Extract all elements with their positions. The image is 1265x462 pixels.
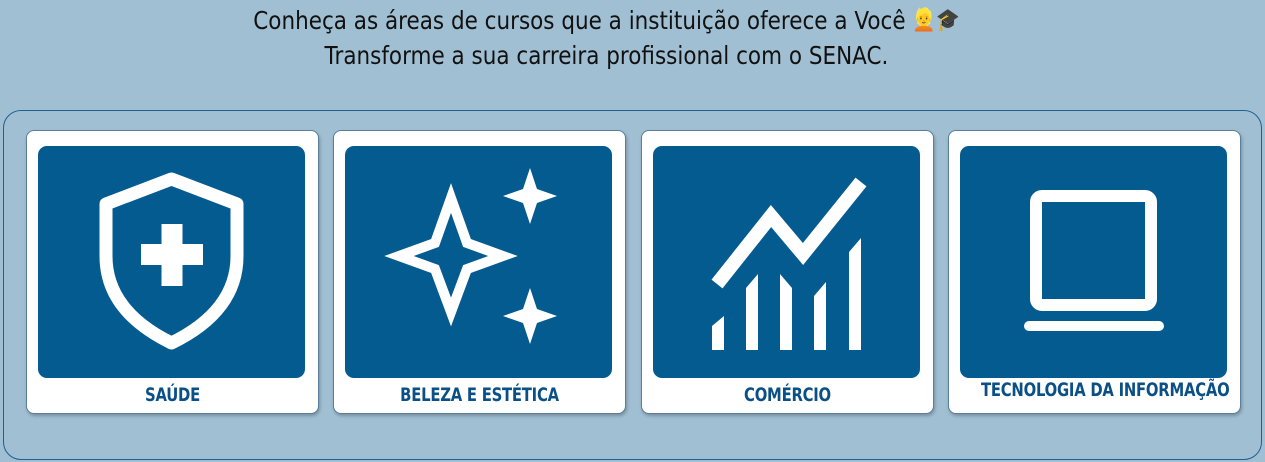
area-card-label: COMÉRCIO bbox=[744, 384, 831, 406]
laptop-icon bbox=[960, 146, 1227, 378]
area-card-label: BELEZA E ESTÉTICA bbox=[400, 384, 559, 406]
area-card-image bbox=[960, 146, 1227, 378]
area-card-tecnologia[interactable] bbox=[948, 130, 1241, 414]
area-card-comercio[interactable] bbox=[641, 130, 934, 414]
area-card-image bbox=[345, 146, 612, 378]
area-card-image bbox=[653, 146, 920, 378]
heading-line-2: Transforme a sua carreira profissional com o SENAC. bbox=[324, 41, 889, 70]
area-card-beleza-estetica[interactable] bbox=[333, 130, 626, 414]
area-card-label: SAÚDE bbox=[145, 384, 200, 406]
heading-line-1-text: Conheça as áreas de cursos que a instituição oferece a Você bbox=[253, 6, 906, 35]
chart-growth-icon bbox=[653, 146, 920, 378]
area-card-saude[interactable] bbox=[26, 130, 319, 414]
area-card-image bbox=[38, 146, 305, 378]
sparkles-icon bbox=[345, 146, 612, 378]
emoji-icons: 👱🎓 bbox=[912, 8, 960, 33]
shield-plus-icon bbox=[38, 146, 305, 378]
heading-line-1 bbox=[85, 3, 1128, 38]
page-heading bbox=[85, 3, 1128, 73]
area-card-label: TECNOLOGIA DA INFORMAÇÃO bbox=[981, 379, 1230, 401]
